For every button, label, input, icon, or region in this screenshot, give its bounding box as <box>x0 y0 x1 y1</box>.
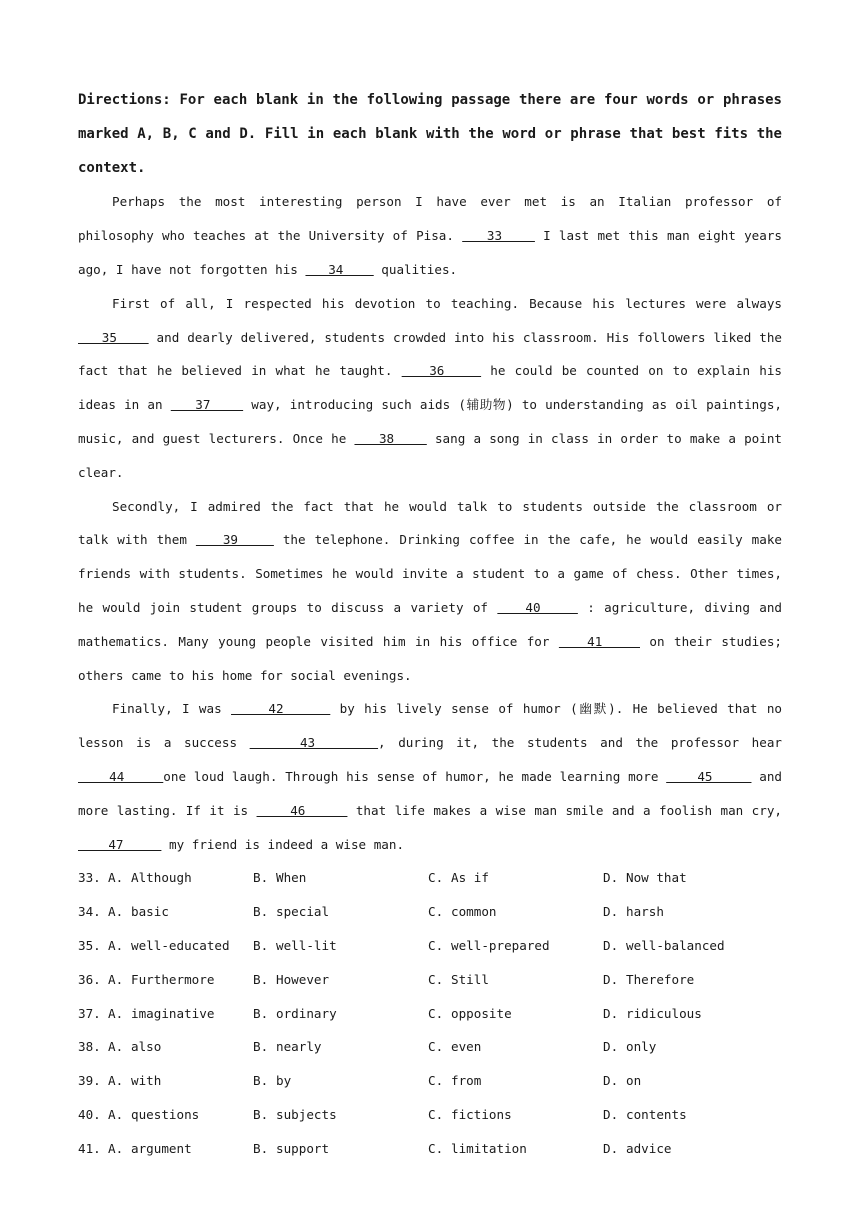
option-c <box>428 997 603 1031</box>
option-letter: B. <box>253 1039 269 1055</box>
question-row <box>78 929 782 963</box>
blank-42: 42 <box>231 701 331 717</box>
option-letter: D. <box>603 1073 619 1089</box>
option-text: basic <box>131 904 169 920</box>
question-number: 37. <box>78 1005 101 1021</box>
question-number: 38. <box>78 1039 101 1055</box>
option-letter: C. <box>428 1005 444 1021</box>
question-number: 35. <box>78 937 101 953</box>
option-text: questions <box>131 1106 200 1122</box>
option-a <box>108 895 253 929</box>
option-letter: A. <box>108 1140 124 1156</box>
option-letter: A. <box>108 971 124 987</box>
option-letter: C. <box>428 937 444 953</box>
option-a <box>108 929 253 963</box>
question-number: 33. <box>78 870 101 886</box>
option-text: harsh <box>626 904 664 920</box>
question-row <box>78 895 782 929</box>
text: one loud laugh. Through his sense of humor, he made learning more <box>163 768 667 784</box>
option-letter: A. <box>108 1106 124 1122</box>
option-letter: B. <box>253 1073 269 1089</box>
blank-43: 43 <box>249 735 379 751</box>
option-letter: A. <box>108 1039 124 1055</box>
option-text: Therefore <box>626 971 695 987</box>
option-text: well-balanced <box>626 937 725 953</box>
option-d <box>603 1030 778 1064</box>
option-letter: D. <box>603 1039 619 1055</box>
option-letter: D. <box>603 937 619 953</box>
option-text: only <box>626 1039 657 1055</box>
blank-34: 34 <box>305 261 374 277</box>
option-letter: C. <box>428 971 444 987</box>
option-text: even <box>451 1039 482 1055</box>
paragraph-2 <box>78 287 782 490</box>
option-letter: C. <box>428 1140 444 1156</box>
blank-45: 45 <box>666 768 752 784</box>
option-b <box>253 895 428 929</box>
option-letter: A. <box>108 870 124 886</box>
option-letter: B. <box>253 1140 269 1156</box>
option-d <box>603 861 778 895</box>
option-a <box>108 861 253 895</box>
option-letter: D. <box>603 971 619 987</box>
option-c <box>428 1132 603 1166</box>
option-text: When <box>276 870 307 886</box>
option-letter: C. <box>428 870 444 886</box>
option-letter: D. <box>603 870 619 886</box>
option-b <box>253 1098 428 1132</box>
option-c <box>428 1030 603 1064</box>
option-d <box>603 1064 778 1098</box>
option-letter: B. <box>253 1005 269 1021</box>
paragraph-4 <box>78 692 782 861</box>
text: that life makes a wise man smile and a foolish man cry, <box>347 802 783 818</box>
option-a <box>108 997 253 1031</box>
blank-40: 40 <box>497 599 578 615</box>
question-number: 39. <box>78 1073 101 1089</box>
option-a <box>108 1098 253 1132</box>
option-c <box>428 1064 603 1098</box>
text: by his lively sense of humor (幽默). He believed that no lesson is a success <box>78 701 783 751</box>
blank-41: 41 <box>558 633 640 649</box>
option-d <box>603 1098 778 1132</box>
question-row <box>78 1098 782 1132</box>
option-text: also <box>131 1039 162 1055</box>
blank-38: 38 <box>354 430 427 446</box>
directions: Directions: For each blank in the following passage there are four words or phrases marked A, B, C and D. Fill in each blank with the word or phrase that best fits the context. <box>78 92 782 176</box>
option-letter: D. <box>603 904 619 920</box>
option-text: limitation <box>451 1140 527 1156</box>
option-b <box>253 963 428 997</box>
option-text: imaginative <box>131 1005 215 1021</box>
option-a <box>108 963 253 997</box>
option-text: Furthermore <box>131 971 215 987</box>
option-text: on <box>626 1073 642 1089</box>
blank-35: 35 <box>78 329 149 345</box>
text: Finally, I was <box>112 701 232 717</box>
blank-47: 47 <box>78 836 162 852</box>
option-letter: C. <box>428 1039 444 1055</box>
option-text: argument <box>131 1140 192 1156</box>
option-text: contents <box>626 1106 687 1122</box>
question-number: 40. <box>78 1106 101 1122</box>
text: the telephone. Drinking coffee in the cafe, he would easily make friends with students. Sometimes he would invite a student to a game of chess. Other times, he would join student groups to discuss a variety of <box>78 532 782 615</box>
question-row <box>78 861 782 895</box>
blank-33: 33 <box>462 228 535 244</box>
option-letter: A. <box>108 1005 124 1021</box>
option-b <box>253 1030 428 1064</box>
option-letter: D. <box>603 1005 619 1021</box>
option-text: by <box>276 1073 292 1089</box>
option-letter: B. <box>253 904 269 920</box>
option-c <box>428 861 603 895</box>
option-d <box>603 1132 778 1166</box>
blank-37: 37 <box>170 397 244 413</box>
option-letter: D. <box>603 1140 619 1156</box>
option-text: special <box>276 904 330 920</box>
blank-46: 46 <box>256 802 348 818</box>
text: sang a song in class in order to make a point clear. <box>78 430 782 480</box>
option-text: well-lit <box>276 937 337 953</box>
option-letter: C. <box>428 1073 444 1089</box>
option-text: subjects <box>276 1106 337 1122</box>
option-a <box>108 1030 253 1064</box>
question-row <box>78 997 782 1031</box>
option-c <box>428 929 603 963</box>
option-text: nearly <box>276 1039 322 1055</box>
option-c <box>428 963 603 997</box>
text: First of all, I respected his devotion to teaching. Because his lectures were always <box>112 295 782 311</box>
option-b <box>253 1132 428 1166</box>
option-text: common <box>451 904 497 920</box>
paragraph-1 <box>78 185 782 286</box>
option-d <box>603 895 778 929</box>
option-text: well-prepared <box>451 937 550 953</box>
text: my friend is indeed a wise man. <box>161 836 405 852</box>
text: and dearly delivered, students crowded into his classroom. His followers liked the fact that he believed in what he taught. <box>78 329 783 379</box>
option-letter: C. <box>428 1106 444 1122</box>
question-row <box>78 963 782 997</box>
option-d <box>603 929 778 963</box>
question-number: 36. <box>78 971 101 987</box>
text: on their studies; others came to his home for social evenings. <box>78 633 782 683</box>
option-letter: A. <box>108 904 124 920</box>
option-text: ordinary <box>276 1005 337 1021</box>
option-b <box>253 997 428 1031</box>
option-d <box>603 997 778 1031</box>
option-text: Still <box>451 971 489 987</box>
option-letter: C. <box>428 904 444 920</box>
option-text: fictions <box>451 1106 512 1122</box>
answer-options <box>78 861 782 1165</box>
option-letter: B. <box>253 937 269 953</box>
option-a <box>108 1064 253 1098</box>
option-b <box>253 929 428 963</box>
option-b <box>253 861 428 895</box>
option-letter: A. <box>108 1073 124 1089</box>
text: Perhaps the most interesting person I have ever met is an Italian professor of philosophy who teaches at the University of Pisa. <box>78 194 782 244</box>
option-text: opposite <box>451 1005 512 1021</box>
question-row <box>78 1030 782 1064</box>
option-letter: B. <box>253 971 269 987</box>
text: I last met this man eight years ago, I have not forgotten his <box>78 228 782 277</box>
option-text: As if <box>451 870 489 886</box>
text: and more lasting. If it is <box>78 768 783 818</box>
option-d <box>603 963 778 997</box>
option-text: from <box>451 1073 482 1089</box>
text: Secondly, I admired the fact that he would talk to students outside the classroom or talk with them <box>78 498 782 548</box>
option-text: However <box>276 971 330 987</box>
document-page <box>78 84 782 1166</box>
text: he could be counted on to explain his ideas in an <box>78 363 782 413</box>
option-text: advice <box>626 1140 672 1156</box>
option-letter: D. <box>603 1106 619 1122</box>
option-text: support <box>276 1140 330 1156</box>
blank-36: 36 <box>401 363 482 379</box>
option-text: Now that <box>626 870 687 886</box>
option-text: Although <box>131 870 192 886</box>
paragraph-3 <box>78 490 782 693</box>
question-number: 41. <box>78 1140 101 1156</box>
text: way, introducing such aids (辅助物) to understanding as oil paintings, music, and guest lecturers. Once he <box>78 397 782 446</box>
option-text: well-educated <box>131 937 230 953</box>
question-number: 34. <box>78 904 101 920</box>
option-text: ridiculous <box>626 1005 702 1021</box>
question-row <box>78 1064 782 1098</box>
option-letter: B. <box>253 870 269 886</box>
text: , during it, the students and the professor hear <box>378 735 782 751</box>
text: : agriculture, diving and mathematics. Many young people visited him in his office for <box>78 599 782 649</box>
option-letter: B. <box>253 1106 269 1122</box>
option-c <box>428 1098 603 1132</box>
blank-44: 44 <box>78 768 164 784</box>
option-a <box>108 1132 253 1166</box>
question-row <box>78 1132 782 1166</box>
text: qualities. <box>373 261 458 277</box>
option-c <box>428 895 603 929</box>
blank-39: 39 <box>195 532 274 548</box>
option-b <box>253 1064 428 1098</box>
option-text: with <box>131 1073 162 1089</box>
option-letter: A. <box>108 937 124 953</box>
